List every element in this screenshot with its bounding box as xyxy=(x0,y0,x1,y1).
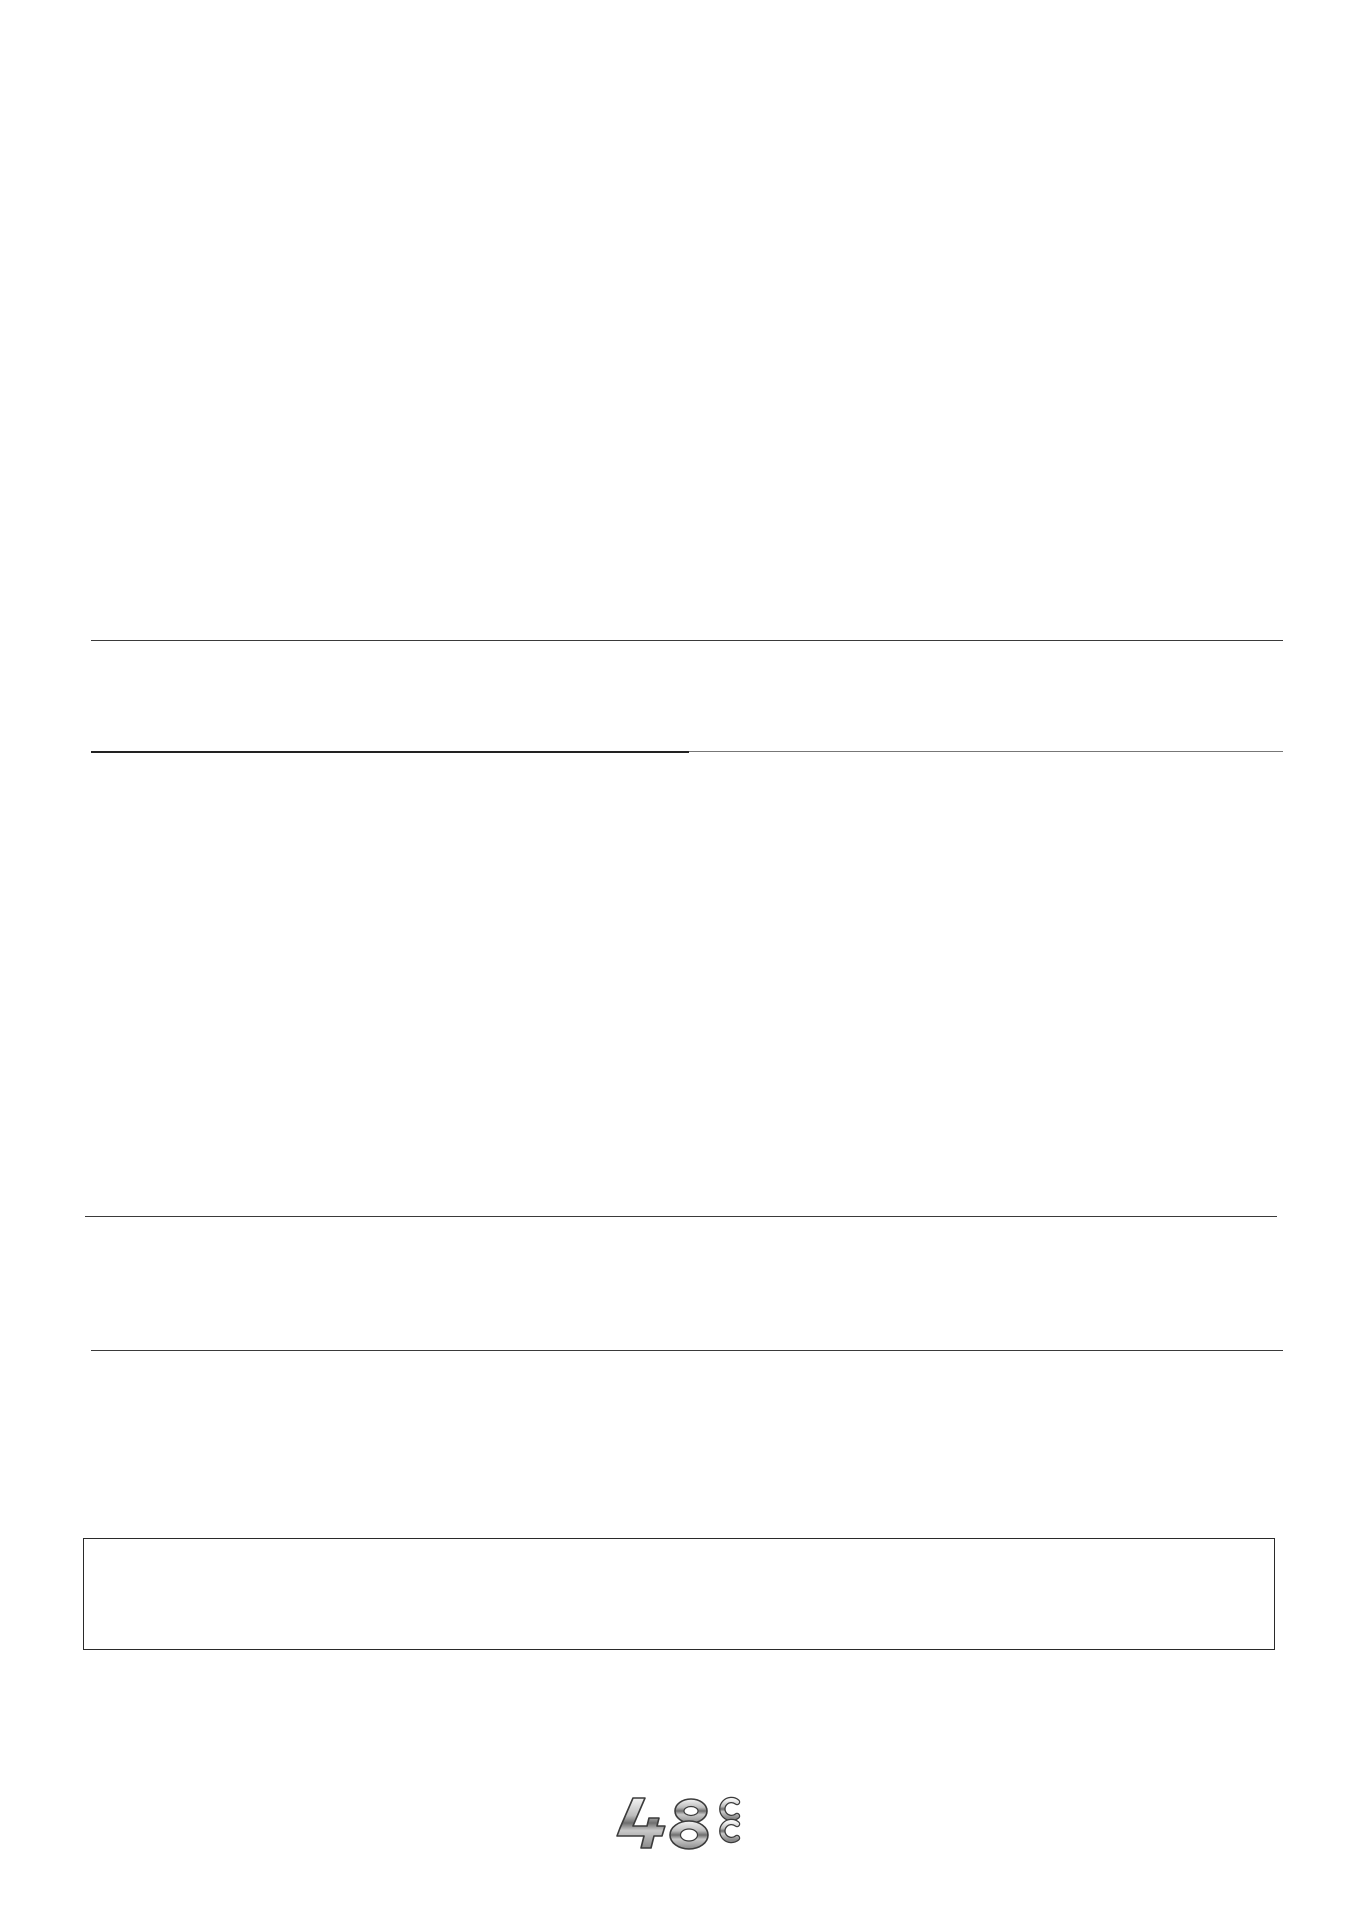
horizontal-rule xyxy=(91,640,1283,641)
horizontal-rule xyxy=(91,751,689,753)
chrome-48cc-logo-icon xyxy=(603,1792,755,1854)
horizontal-rule xyxy=(689,751,1283,752)
horizontal-rule xyxy=(91,1350,1283,1351)
empty-bordered-box xyxy=(83,1538,1275,1650)
horizontal-rule xyxy=(85,1216,1277,1217)
